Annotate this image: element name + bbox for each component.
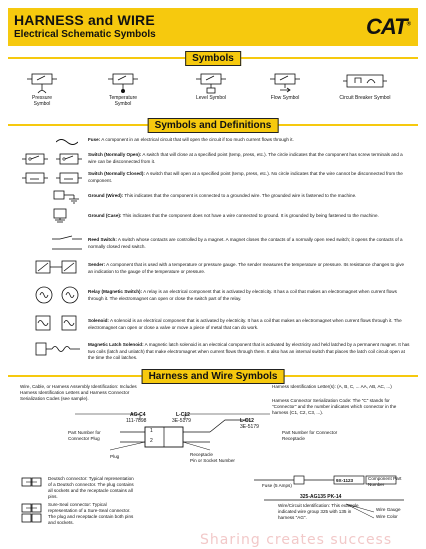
temperature-label: Temperature Symbol	[108, 95, 138, 107]
deutsch-connector-note: Deutsch connector: Typical representation of a Deutsch connector. The plug contains all sockets and the receptacle contains all pins.	[48, 476, 134, 499]
cat-logo	[366, 14, 410, 40]
connector-part-plug: 111-7898	[126, 418, 147, 424]
term-relay: Relay (Magnetic Switch):	[88, 289, 143, 294]
level-symbol	[194, 72, 228, 101]
component-part-label: Component Part Number	[368, 476, 402, 487]
definition-relay	[88, 289, 410, 302]
relay-icon	[34, 284, 82, 306]
pin-socket-label: Pin or Socket Number	[190, 458, 235, 463]
solenoid-icon	[34, 312, 82, 334]
definition-ground-case	[88, 213, 410, 220]
text-ground-wired: This indicates that the component is connected to a grounded wire. The grounded wire is fastened to the machine.	[124, 193, 357, 198]
deutsch-connector-icon	[20, 476, 44, 498]
text-switch-open: A switch that will close at a specified point (temp, press, etc.). The circle indicates that the component has screw terminals and a wire can be disconnected from it.	[88, 152, 403, 164]
pressure-symbol-icon	[27, 72, 57, 94]
level-symbol-icon	[196, 72, 226, 94]
magnetic-latch-solenoid-icon	[34, 340, 84, 358]
switch-normally-open-icon	[22, 152, 84, 166]
flow-symbol-icon	[270, 72, 300, 94]
circuit-breaker-label: Circuit Breaker Symbol	[339, 95, 391, 101]
part-number-receptacle-label: Part Number for Connector Receptacle	[282, 430, 338, 441]
wire-gauge-label: Wire Gauge	[376, 507, 401, 512]
connector-part-right: 3E-5179	[240, 424, 259, 430]
text-switch-closed: A switch that will open at a specified point (temp, press, etc.). No circle indicates that the wire cannot be disconnected from the component.	[88, 171, 403, 183]
harness-assembly-note: Wire, Cable, or Harness Assembly Identification: Includes Harness Identification Letters and Harness Connector Serialization Codes (see sample).	[20, 384, 137, 401]
definition-switch-closed	[88, 171, 410, 184]
header-banner	[8, 8, 418, 46]
text-ground-case: This indicates that the component does not have a wire connected to ground. It is grounded by being fastened to the machine.	[122, 213, 379, 218]
connector-part-receptacle: 3E-5179	[172, 418, 191, 424]
temperature-symbol	[104, 72, 142, 107]
term-ground-case: Ground (Case):	[88, 213, 122, 218]
text-reed-switch: A switch whose contacts are controlled by a magnet. A magnet closes the contacts of a normally open reed switch; it opens the contacts of a normally closed reed switch.	[88, 237, 403, 249]
term-ground-wired: Ground (Wired):	[88, 193, 124, 198]
definition-magnetic-latch	[88, 342, 410, 362]
term-reed-switch: Reed Switch:	[88, 237, 117, 242]
definition-switch-open	[88, 152, 410, 165]
section-title-definitions: Symbols and Definitions	[148, 118, 279, 133]
connector-code-plug: AG-C4	[130, 412, 146, 418]
pin-number-1: 1	[150, 428, 153, 434]
sure-seal-connector-note: Sure-Seal connector: Typical representation of a Sure-Seal connector. The plug and receptacle contain both pins and sockets.	[48, 502, 134, 525]
logo-text: CAT	[365, 14, 407, 39]
definition-solenoid	[88, 318, 410, 331]
switch-normally-closed-icon	[22, 171, 84, 185]
sure-seal-connector-icon	[20, 502, 44, 524]
pressure-symbol	[24, 72, 60, 107]
fuse-label: Fuse (5 Amps)	[262, 483, 292, 488]
harness-id-letters: Harness Identification Letter(s): (A, B, C, ... AA, AB, AC, ...)	[272, 384, 392, 389]
level-label: Level Symbol	[195, 95, 226, 101]
wire-number: 325-AG135 PK-14	[300, 494, 342, 500]
harness-serialization-code: Harness Connector Serialization Code: The "C" stands for "Connector" and the number indicates which connector in the harness (C1, C2, C3, ...).	[272, 398, 397, 415]
term-switch-closed: Switch (Normally Closed):	[88, 171, 145, 176]
circuit-identification-note: Wire/Circuit Identification: This example indicated wire group 325 with 135 in harness "AG".	[278, 503, 359, 520]
flow-symbol	[268, 72, 302, 101]
plug-label: Plug	[110, 454, 120, 459]
text-solenoid: A solenoid is an electrical component that is activated by electricity. It has a coil that makes an electromagnet when current flows through it. The electromagnet can open or close a valve or move a piece of metal that can do work.	[88, 318, 402, 330]
section-title-harness: Harness and Wire Symbols	[142, 369, 285, 384]
text-relay: A relay is an electrical component that is activated by electricity. It has a coil that makes an electromagnet when current flows through it. The electromagnet can open or close the switch part of the relay.	[88, 289, 397, 301]
ground-wired-icon	[52, 190, 82, 204]
definition-sender	[88, 262, 410, 275]
circuit-breaker-symbol	[336, 72, 394, 101]
component-number: 9X-1123	[336, 478, 354, 483]
page-subtitle: Electrical Schematic Symbols	[14, 29, 156, 40]
watermark-text: Sharing creates success	[200, 532, 393, 548]
term-solenoid: Solenoid:	[88, 318, 109, 323]
fuse-icon	[56, 138, 78, 146]
page-title: HARNESS and WIRE	[14, 12, 155, 28]
definition-reed-switch	[88, 237, 410, 250]
temperature-symbol-icon	[108, 72, 138, 94]
connector-code-right: L-C12	[240, 418, 254, 424]
ground-case-icon	[52, 208, 82, 224]
flow-label: Flow Symbol	[270, 95, 300, 101]
registered-mark: ®	[406, 21, 410, 28]
text-sender: A component that is used with a temperature or pressure gauge. The sender measures the temperature or pressure. Its resistance changes to give an indication to the gauge of the temperature or pressure.	[88, 262, 405, 274]
sender-icon	[34, 258, 82, 276]
circuit-breaker-icon	[343, 72, 387, 94]
wire-color-label: Wire Color	[376, 514, 398, 519]
term-magnetic-latch: Magnetic Latch Solenoid:	[88, 342, 144, 347]
text-fuse: A component in an electrical circuit that will open the circuit if too much current flows through it.	[101, 137, 294, 142]
section-title-symbols: Symbols	[185, 51, 241, 66]
receptacle-label: Receptacle	[190, 452, 213, 457]
reed-switch-icon	[52, 234, 82, 254]
pressure-label: Pressure Symbol	[31, 95, 52, 107]
term-sender: Sender:	[88, 262, 106, 267]
connector-code-receptacle: L-C12	[176, 412, 190, 418]
definition-ground-wired	[88, 193, 410, 200]
text-magnetic-latch: A magnetic latch solenoid is an electrical component that is activated by electricity and held latched by a permanent magnet. It has two coils (latch and unlatch) that make electromagnet when current flows through them. It also has an internal switch that places the latch coil circuit open at the time the coil latches.	[88, 342, 410, 361]
part-number-plug-label: Part Number for Connector Plug	[68, 430, 101, 441]
pin-number-2: 2	[150, 438, 153, 444]
definition-fuse	[88, 137, 410, 144]
term-fuse: Fuse:	[88, 137, 101, 142]
term-switch-open: Switch (Normally Open):	[88, 152, 142, 157]
